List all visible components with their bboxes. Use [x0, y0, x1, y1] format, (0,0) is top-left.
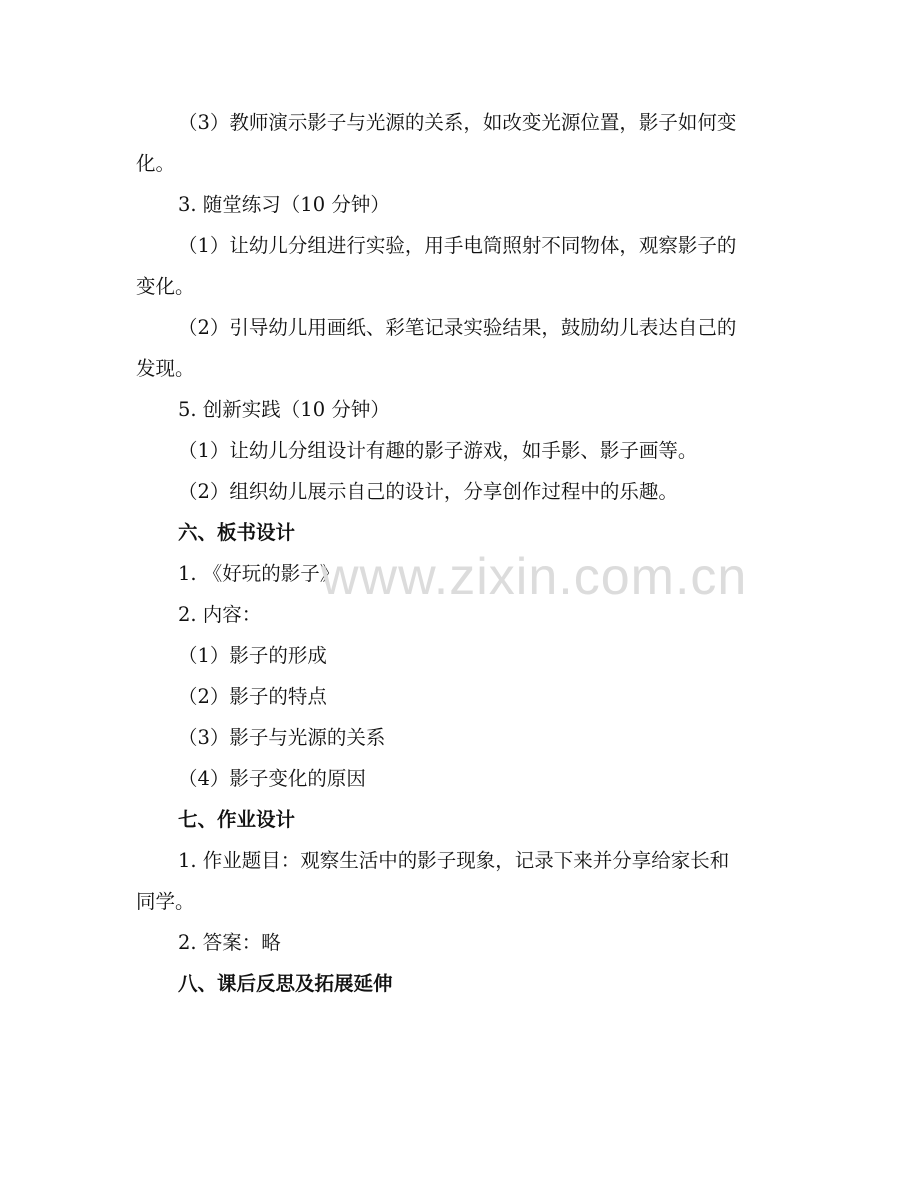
list-item: （3）影子与光源的关系 — [178, 726, 386, 749]
list-item: 2. 内容： — [178, 603, 262, 626]
paragraph-line: 化。 — [136, 152, 176, 175]
paragraph-line: （3）教师演示影子与光源的关系，如改变光源位置，影子如何变 — [178, 111, 737, 134]
watermark: www.zixin.com.cn — [321, 548, 748, 606]
list-item: 3. 随堂练习（10 分钟） — [178, 193, 390, 216]
list-item: 1. 《好玩的影子》 — [178, 562, 340, 585]
paragraph-line: 变化。 — [136, 275, 195, 298]
list-item: （2）影子的特点 — [178, 685, 327, 708]
list-item: 2. 答案：略 — [178, 931, 281, 954]
paragraph-line: 同学。 — [136, 890, 195, 913]
list-item: （1）让幼儿分组设计有趣的影子游戏，如手影、影子画等。 — [178, 439, 698, 462]
paragraph-line: （2）引导幼儿用画纸、彩笔记录实验结果，鼓励幼儿表达自己的 — [178, 316, 737, 339]
list-item: （2）组织幼儿展示自己的设计，分享创作过程中的乐趣。 — [178, 480, 678, 503]
paragraph-line: 1. 作业题目：观察生活中的影子现象，记录下来并分享给家长和 — [178, 849, 730, 872]
section-heading: 七、作业设计 — [178, 808, 296, 831]
list-item: （4）影子变化的原因 — [178, 767, 366, 790]
list-item: （1）影子的形成 — [178, 644, 327, 667]
list-item: 5. 创新实践（10 分钟） — [178, 398, 390, 421]
section-heading: 八、课后反思及拓展延伸 — [178, 972, 393, 995]
paragraph-line: 发现。 — [136, 357, 195, 380]
section-heading: 六、板书设计 — [178, 521, 296, 544]
paragraph-line: （1）让幼儿分组进行实验，用手电筒照射不同物体，观察影子的 — [178, 234, 737, 257]
